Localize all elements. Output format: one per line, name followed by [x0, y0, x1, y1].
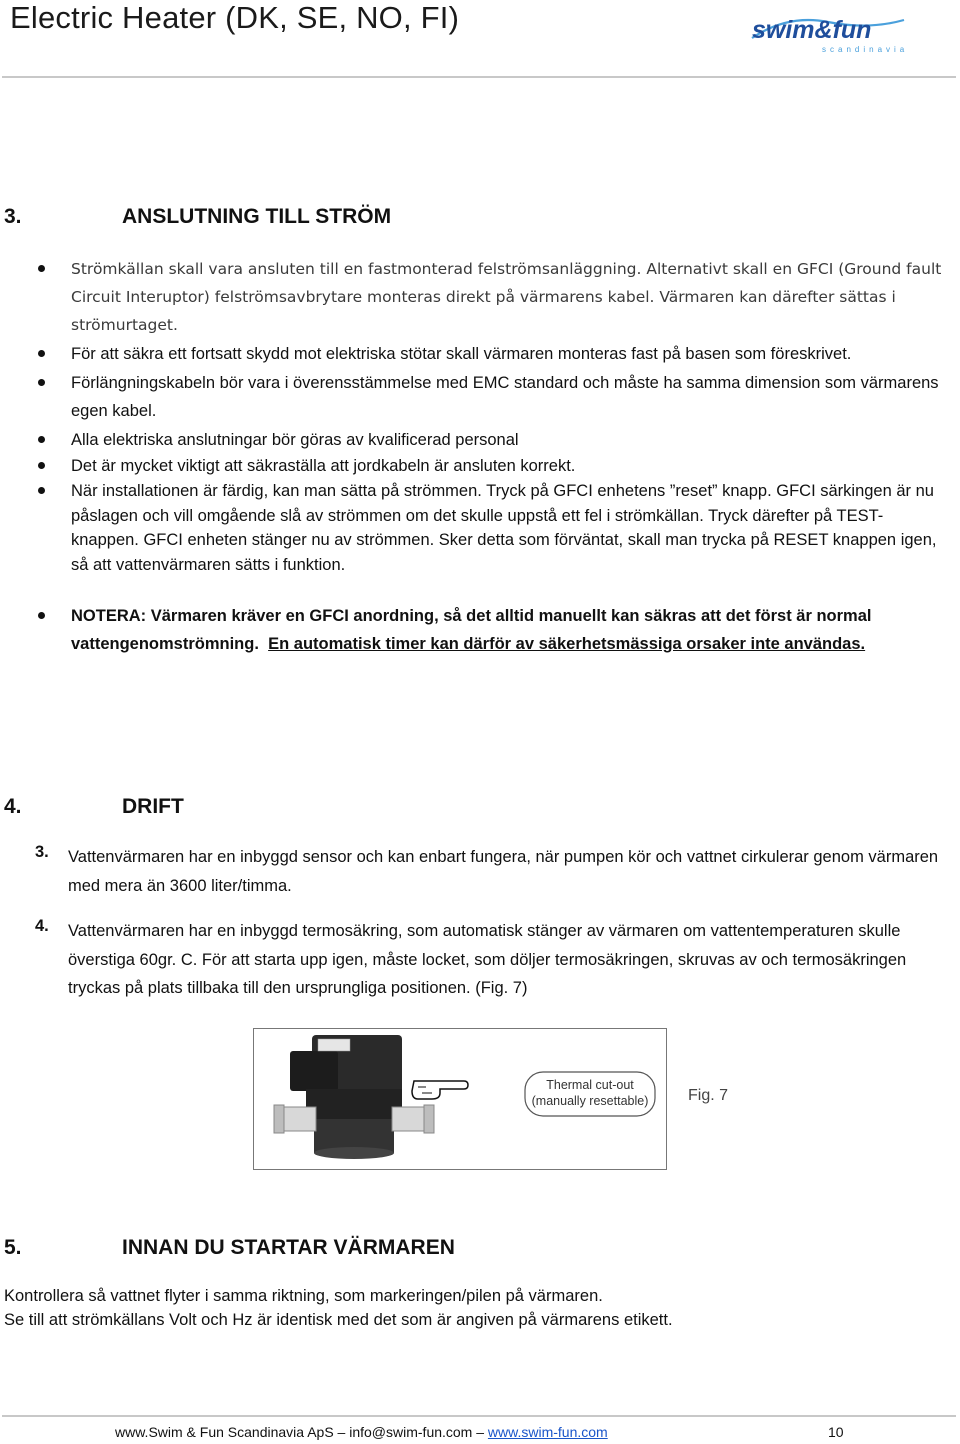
list-item-text: Förlängningskabeln bör vara i överensstämmelse med EMC standard och måste ha samma dimension som värmarens egen kabel. — [71, 374, 939, 420]
page-number: 10 — [828, 1424, 844, 1440]
footer-company: www.Swim & Fun Scandinavia ApS – info@swim-fun.com – — [115, 1424, 488, 1440]
list-item-text: För att säkra ett fortsatt skydd mot elektriska stötar skall värmaren monteras fast på basen som föreskrivet. — [71, 345, 852, 363]
list-item-text: När installationen är färdig, kan man sätta på strömmen. Tryck på GFCI enhetens ”reset” knapp. GFCI särkingen är nu påslagen och vill omgående slå av strömmen om det skulle uppstå ett fel i strömkällan. Tryck därefter på TEST- knappen. GFCI enheten stänger nu av strömmen. Sker detta som förväntat, skall man trycka på RESET knappen igen, så att vattenvärmaren sätts i funktion. — [71, 482, 937, 574]
section-title: ANSLUTNING TILL STRÖM — [122, 205, 392, 228]
callout-line: (manually resettable) — [531, 1094, 649, 1108]
section-title: INNAN DU STARTAR VÄRMAREN — [122, 1236, 455, 1259]
item-number: 4. — [35, 917, 49, 935]
footer-text — [115, 1424, 608, 1440]
bullet-icon — [38, 379, 45, 386]
paragraph-line: Kontrollera så vattnet flyter i samma riktning, som markeringen/pilen på värmaren. — [4, 1287, 603, 1305]
section-title: DRIFT — [122, 795, 184, 818]
paragraph-line: Se till att strömkällans Volt och Hz är identisk med det som är angiven på värmarens etikett. — [4, 1311, 673, 1329]
callout-text — [525, 1077, 655, 1109]
note-underlined-text: En automatisk timer kan därför av säkerhetsmässiga orsaker inte användas. — [268, 635, 866, 653]
swim-fun-logo — [748, 8, 908, 56]
callout-line: Thermal cut-out — [546, 1078, 634, 1092]
section-number: 5. — [4, 1236, 22, 1259]
item-text: Vattenvärmaren har en inbyggd sensor och kan enbart fungera, när pumpen kör och vattnet cirkulerar genom värmaren med mera än 3600 liter/timma. — [68, 848, 939, 895]
bullet-icon — [38, 350, 45, 357]
website-link[interactable]: www.swim-fun.com — [487, 1424, 608, 1440]
bullet-icon — [38, 265, 45, 272]
item-number: 3. — [35, 843, 49, 861]
item-text: Vattenvärmaren har en inbyggd termosäkring, som automatisk stänger av värmaren om vattentemperaturen skulle överstiga 60gr. C. För att starta upp igen, måste locket, som döljer termosäkringen, skruvas av och termosäkringen tryckas på plats tillbaka till den ursprungliga positionen. (Fig. 7) — [68, 922, 907, 997]
section-number: 3. — [4, 205, 22, 228]
figure-thermal-cutout — [253, 1028, 667, 1170]
document-title: Electric Heater (DK, SE, NO, FI) — [10, 0, 460, 35]
bullet-icon — [38, 487, 45, 494]
header-divider — [2, 76, 956, 78]
svg-text:scandinavia: scandinavia — [822, 45, 908, 54]
section-number: 4. — [4, 795, 22, 818]
list-item-text: Alla elektriska anslutningar bör göras av kvalificerad personal — [71, 431, 519, 449]
footer-divider — [2, 1415, 956, 1417]
svg-text:swim&fun: swim&fun — [752, 16, 872, 44]
bullet-icon — [38, 612, 45, 619]
list-item-text: Strömkällan skall vara ansluten till en fastmonterad felströmsanläggning. Alternativt skall en GFCI (Ground fault Circuit Interuptor) felströmsavbrytare monteras direkt på värmarens kabel. Värmaren kan därefter sättas i strömurtaget. — [71, 260, 942, 334]
figure-label: Fig. 7 — [688, 1087, 729, 1104]
list-item-text: Det är mycket viktigt att säkraställa att jordkabeln är ansluten korrekt. — [71, 457, 576, 475]
note-bold-text: NOTERA: Värmaren kräver en GFCI anordning, så det alltid manuellt kan säkras att det först är normal vattengenomströmning. — [71, 607, 872, 653]
bullet-icon — [38, 436, 45, 443]
note-text — [71, 602, 951, 658]
bullet-icon — [38, 462, 45, 469]
